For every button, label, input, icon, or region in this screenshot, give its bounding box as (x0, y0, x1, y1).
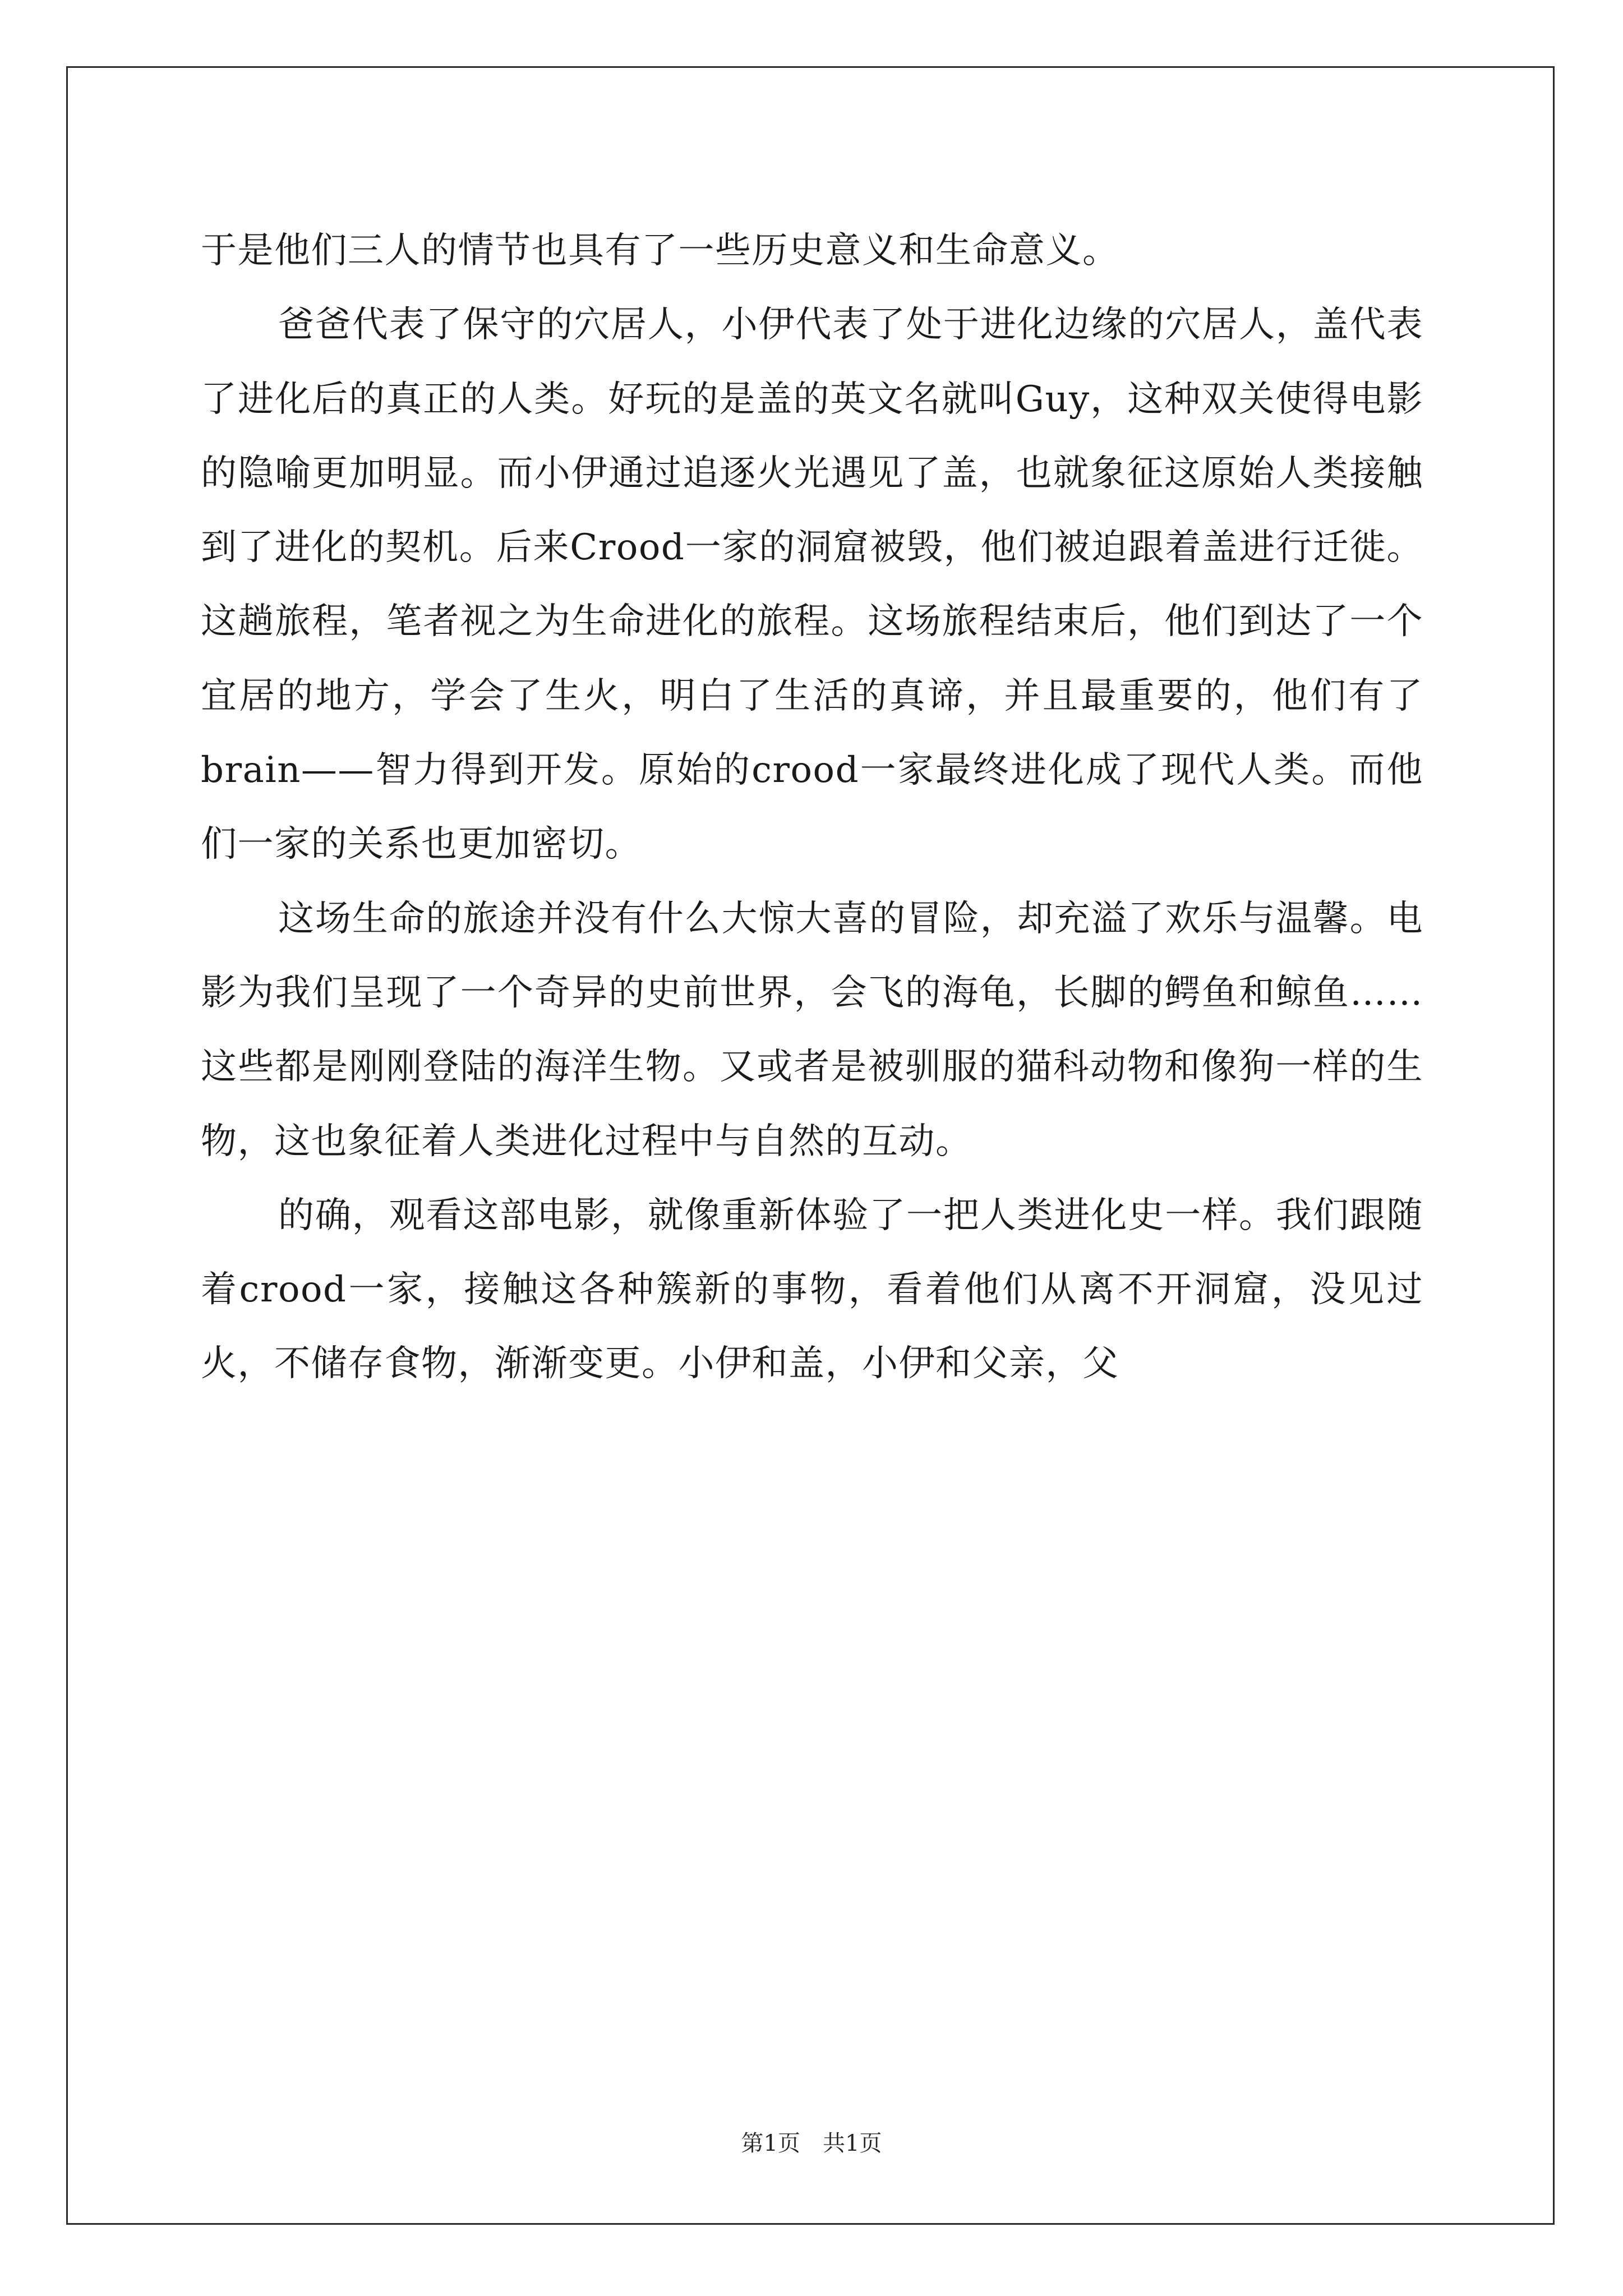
paragraph-3: 这场生命的旅途并没有什么大惊大喜的冒险，却充溢了欢乐与温馨。电影为我们呈现了一个奇异的史前世界，会飞的海龟，长脚的鳄鱼和鲸鱼……这些都是刚刚登陆的海洋生物。又或者是被驯服的猫科动物和像狗一样的生物，这也象征着人类进化过程中与自然的互动。 (201, 898, 1423, 1162)
page-footer (0, 2129, 1623, 2157)
page-total: 共1页 (823, 2131, 882, 2156)
document-body (201, 214, 1423, 1401)
paragraph-2: 爸爸代表了保守的穴居人，小伊代表了处于进化边缘的穴居人，盖代表了进化后的真正的人类。好玩的是盖的英文名就叫Guy，这种双关使得电影的隐喻更加明显。而小伊通过追逐火光遇见了盖，也就象征这原始人类接触到了进化的契机。后来Crood一家的洞窟被毁，他们被迫跟着盖进行迁徙。这趟旅程，笔者视之为生命进化的旅程。这场旅程结束后，他们到达了一个宜居的地方，学会了生火，明白了生活的真谛，并且最重要的，他们有了brain——智力得到开发。原始的crood一家最终进化成了现代人类。而他们一家的关系也更加密切。 (201, 304, 1423, 866)
paragraph-1: 于是他们三人的情节也具有了一些历史意义和生命意义。 (201, 230, 1119, 272)
paragraph-4: 的确，观看这部电影，就像重新体验了一把人类进化史一样。我们跟随着crood一家，接触这各种簇新的事物，看着他们从离不开洞窟，没见过火，不储存食物，渐渐变更。小伊和盖，小伊和父亲，父 (201, 1194, 1423, 1385)
page-number: 第1页 (741, 2131, 800, 2156)
